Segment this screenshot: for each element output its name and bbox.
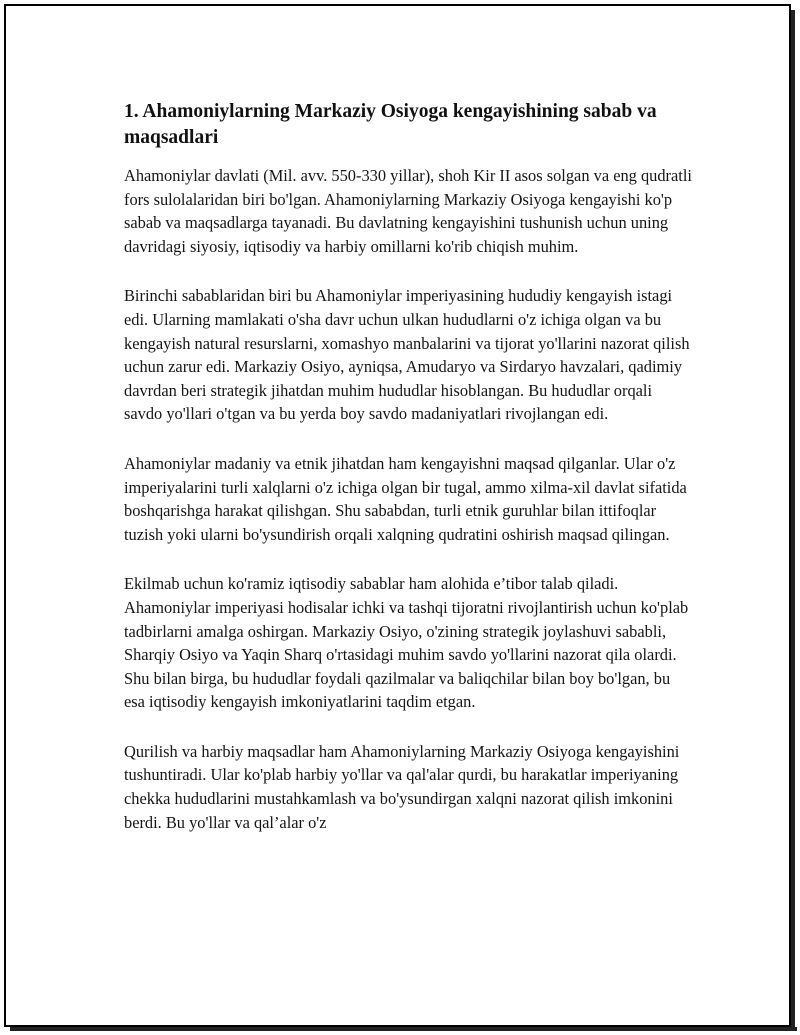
page-frame: [4, 4, 791, 1027]
paragraph-3: Ahamoniylar madaniy va etnik jihatdan ham kengayishni maqsad qilganlar. Ular o'z imperiyalarini turli xalqlarni o'z ichiga olgan bir tugal, ammo xilma-xil davlat sifatida boshqarishga harakat qilishgan. Shu sababdan, turli etnik guruhlar bilan ittifoqlar tuzish yoki ularni bo'ysundirish orqali xalqning qudratini oshirish maqsad qilingan.: [124, 453, 687, 544]
paragraph-1: Ahamoniylar davlati (Mil. avv. 550-330 yillar), shoh Kir II asos solgan va eng qudratli fors sulolalaridan biri bo'lgan. Ahamoniylarning Markaziy Osiyoga kengayishi ko'p sabab va maqsadlarga tayanadi. Bu davlatning kengayishini tushunish uchun uning davridagi siyosiy, iqtisodiy va harbiy omillarni ko'rib chiqish muhim.: [124, 166, 692, 256]
paragraph-5: Qurilish va harbiy maqsadlar ham Ahamoniylarning Markaziy Osiyoga kengayishini tushuntiradi. Ular ko'plab harbiy yo'llar va qal'alar qurdi, bu harakatlar imperiyaning chekka hududlarini mustahkamlash va bo'ysundirgan xalqni nazorat qilish imkonini berdi. Bu yo'llar va qal’alar o'z: [124, 741, 680, 832]
document-body: [124, 99, 694, 860]
paragraph-4: Ekilmab uchun ko'ramiz iqtisodiy sabablar ham alohida e’tibor talab qiladi. Ahamoniylar imperiyasi hodisalar ichki va tashqi tijoratni rivojlantirish uchun ko'plab tadbirlarni amalga oshirgan. Markaziy Osiyo, o'zining strategik joylashuvi sababli, Sharqiy Osiyo va Yaqin Sharq o'rtasidagi muhim savdo yo'llarini nazorat qila olardi. Shu bilan birga, bu hududlar foydali qazilmalar va baliqchilar bilan boy bo'lgan, bu esa iqtisodiy kengayish imkoniyatlarini taqdim etgan.: [124, 574, 689, 712]
paragraph-2: Birinchi sabablaridan biri bu Ahamoniylar imperiyasining hududiy kengayish istagi edi. Ularning mamlakati o'sha davr uchun ulkan hududlarni o'z ichiga olgan va bu kengayish natural resurslarni, xomashyo manbalarini va tijorat yo'llarini nazorat qilish uchun zarur edi. Markaziy Osiyo, ayniqsa, Amudaryo va Sirdaryo havzalari, qadimiy davrdan beri strategik jihatdan muhim hududlar hisoblangan. Bu hududlar orqali savdo yo'llari o'tgan va bu yerda boy savdo madaniyatlari rivojlangan edi.: [124, 286, 690, 424]
section-heading: 1. Ahamoniylarning Markaziy Osiyoga kengayishining sabab va maqsadlari: [124, 101, 657, 148]
